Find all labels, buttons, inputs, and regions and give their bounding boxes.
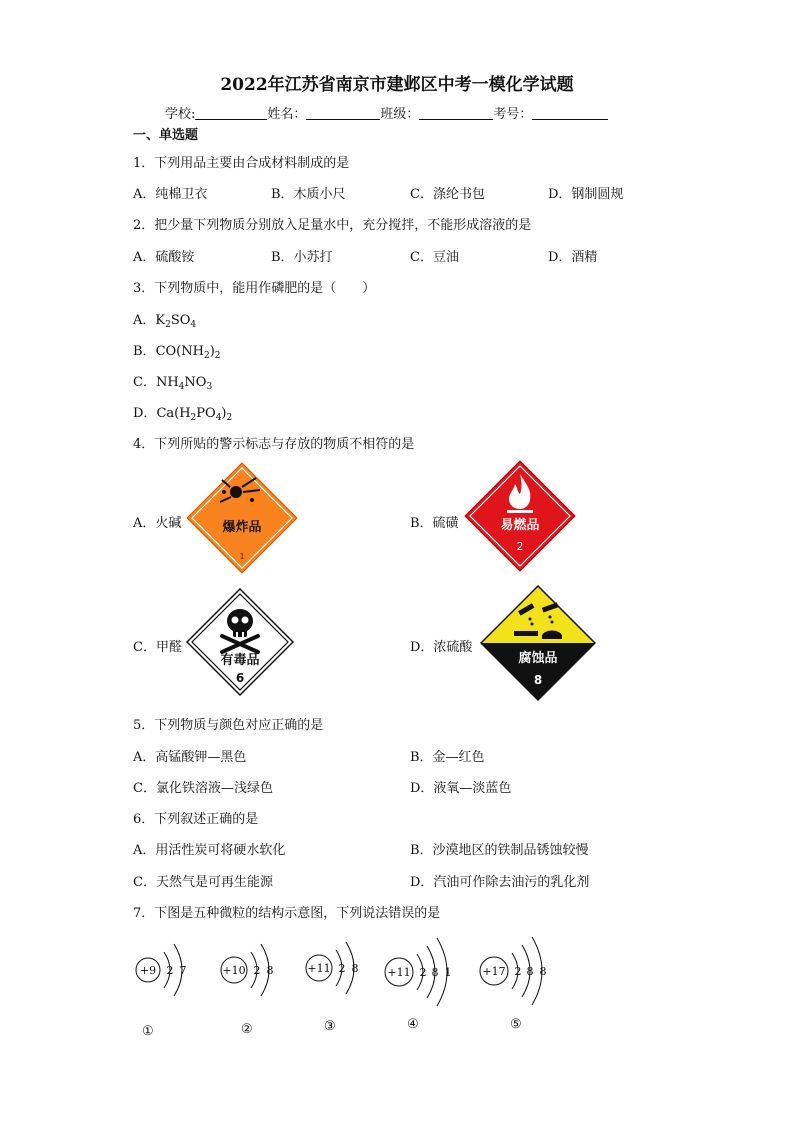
question-2-stem: 2．把少量下列物质分别放入足量水中，充分搅拌，不能形成溶液的是 xyxy=(133,218,532,233)
question-5-option-c[interactable]: C．氯化铁溶液—浅绿色 xyxy=(133,781,273,796)
question-1-option-b[interactable]: B．木质小尺 xyxy=(271,187,346,202)
corrosive-warning-sign xyxy=(480,585,596,701)
question-2-option-c[interactable]: C．豆油 xyxy=(410,250,459,265)
question-4-option-d[interactable]: D．浓硫酸 xyxy=(410,640,473,655)
atom-3-shell-1: 2 xyxy=(338,962,346,975)
flammable-sign-number: 2 xyxy=(516,540,524,553)
corrosive-sign-text: 腐蚀品 xyxy=(518,651,558,666)
atom-4-shell-1: 2 xyxy=(419,966,427,979)
question-6-option-c[interactable]: C．天然气是可再生能源 xyxy=(133,875,273,890)
school-label: 学校: xyxy=(165,107,196,122)
question-1-option-a[interactable]: A．纯棉卫衣 xyxy=(133,187,208,202)
question-5-option-b[interactable]: B．金—红色 xyxy=(410,750,485,765)
section-heading: 一、单选题 xyxy=(133,128,199,143)
atom-2-label: ② xyxy=(241,1022,253,1037)
atom-1-shell-1: 2 xyxy=(166,964,174,977)
atom-4-nucleus: +11 xyxy=(387,966,411,979)
atom-diagram-1 xyxy=(130,932,200,1012)
atom-3-label: ③ xyxy=(324,1019,336,1034)
flammable-warning-sign xyxy=(464,460,576,572)
explosive-sign-number: 1 xyxy=(239,552,245,561)
atom-1-label: ① xyxy=(142,1024,154,1039)
question-4-option-c[interactable]: C．甲醛 xyxy=(133,640,182,655)
question-6-option-b[interactable]: B．沙漠地区的铁制品锈蚀较慢 xyxy=(410,843,589,858)
question-1-option-d[interactable]: D．钢制圆规 xyxy=(548,187,624,202)
atom-5-label: ⑤ xyxy=(510,1017,522,1032)
question-1-option-c[interactable]: C．涤纶书包 xyxy=(410,187,485,202)
question-3-option-a[interactable]: A．$K_2SO_4$ xyxy=(133,313,197,330)
question-2-option-b[interactable]: B．小苏打 xyxy=(271,250,333,265)
name-label: 姓名： xyxy=(267,107,307,122)
atom-4-shell-3: 1 xyxy=(444,966,452,979)
question-3-option-c[interactable]: C．$NH_4NO_3$ xyxy=(133,375,213,392)
school-blank[interactable] xyxy=(195,107,267,120)
question-3-option-b[interactable]: B．$CO(NH_2)_2$ xyxy=(133,344,221,361)
toxic-sign-text: 有毒品 xyxy=(220,653,260,668)
question-5-option-a[interactable]: A．高锰酸钾—黑色 xyxy=(133,750,247,765)
toxic-sign-number: 6 xyxy=(235,671,245,685)
atom-1-shell-2: 7 xyxy=(179,964,187,977)
flammable-sign-text: 易燃品 xyxy=(500,518,540,533)
atom-2-nucleus: +10 xyxy=(222,964,246,977)
question-3-option-d[interactable]: D．$Ca(H_2PO_4)_2$ xyxy=(133,406,233,423)
question-4-stem: 4．下列所贴的警示标志与存放的物质不相符的是 xyxy=(133,437,415,452)
number-label: 考号： xyxy=(493,107,533,122)
question-6-option-d[interactable]: D．汽油可作除去油污的乳化剂 xyxy=(410,875,590,890)
atom-diagram-3 xyxy=(300,930,370,1010)
atom-diagram-5 xyxy=(474,926,564,1016)
class-blank[interactable] xyxy=(419,107,493,120)
atom-3-nucleus: +11 xyxy=(307,962,331,975)
atom-5-shell-3: 8 xyxy=(539,965,547,978)
explosive-warning-sign xyxy=(186,462,298,574)
question-7-stem: 7．下图是五种微粒的结构示意图，下列说法错误的是 xyxy=(133,906,441,921)
question-2-option-a[interactable]: A．硫酸铵 xyxy=(133,250,195,265)
page-title: 2022年江苏省南京市建邺区中考一模化学试题 xyxy=(220,75,574,95)
atom-5-shell-2: 8 xyxy=(526,965,534,978)
atom-diagram-2 xyxy=(216,932,286,1012)
atom-4-shell-2: 8 xyxy=(431,966,439,979)
name-blank[interactable] xyxy=(306,107,380,120)
question-1-stem: 1．下列用品主要由合成材料制成的是 xyxy=(133,156,350,171)
explosive-sign-text: 爆炸品 xyxy=(222,520,262,535)
atom-1-nucleus: +9 xyxy=(139,964,157,977)
atom-4-label: ④ xyxy=(407,1017,419,1032)
atom-5-nucleus: +17 xyxy=(482,965,506,978)
question-6-option-a[interactable]: A．用活性炭可将硬水软化 xyxy=(133,843,286,858)
question-4-option-b[interactable]: B．硫磺 xyxy=(410,516,459,531)
question-5-stem: 5．下列物质与颜色对应正确的是 xyxy=(133,718,324,733)
atom-5-shell-1: 2 xyxy=(514,965,522,978)
student-info-row xyxy=(165,103,608,122)
class-label: 班级： xyxy=(380,107,420,122)
question-4-option-a[interactable]: A．火碱 xyxy=(133,516,182,531)
atom-2-shell-2: 8 xyxy=(266,964,274,977)
question-3-stem: 3．下列物质中，能用作磷肥的是（ ） xyxy=(133,281,376,296)
number-blank[interactable] xyxy=(532,107,608,120)
question-2-option-d[interactable]: D．酒精 xyxy=(548,250,598,265)
corrosive-sign-number: 8 xyxy=(533,673,543,687)
question-6-stem: 6．下列叙述正确的是 xyxy=(133,812,259,827)
atom-diagram-4 xyxy=(380,928,470,1018)
toxic-warning-sign xyxy=(186,588,294,696)
atom-3-shell-2: 8 xyxy=(351,962,359,975)
atom-2-shell-1: 2 xyxy=(253,964,261,977)
question-5-option-d[interactable]: D．液氧—淡蓝色 xyxy=(410,781,512,796)
